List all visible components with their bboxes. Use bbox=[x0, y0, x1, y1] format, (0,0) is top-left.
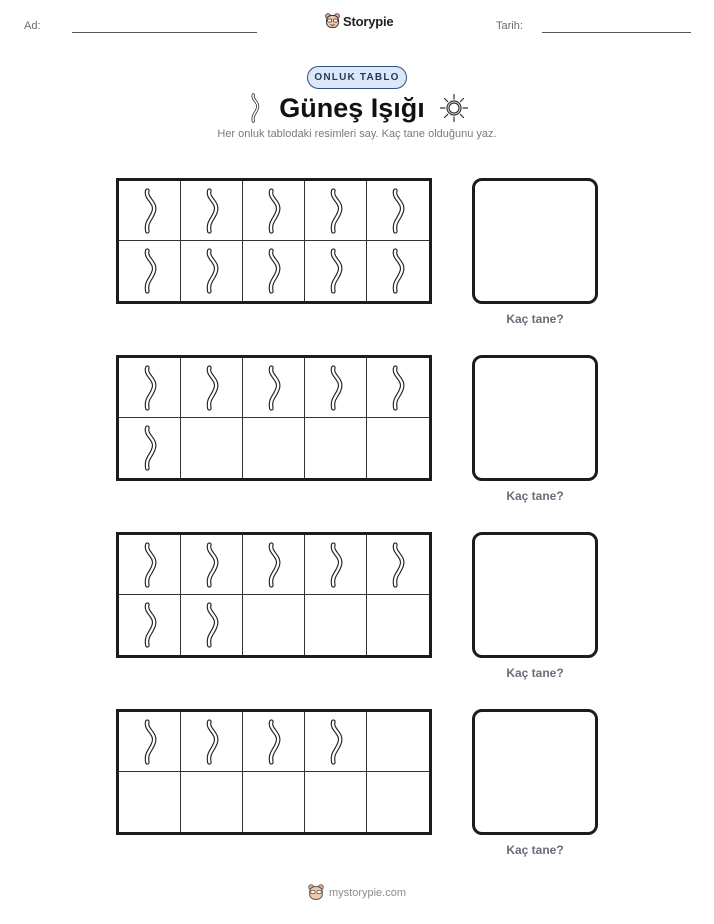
ten-frame-cell bbox=[119, 418, 181, 478]
sunray-icon bbox=[139, 542, 161, 588]
ten-frame-cell bbox=[181, 535, 243, 595]
ten-frame-cell bbox=[119, 772, 181, 832]
date-line[interactable] bbox=[542, 32, 691, 33]
ten-frame-cell bbox=[119, 595, 181, 655]
sunray-icon bbox=[139, 188, 161, 234]
ten-frame-cell bbox=[367, 241, 429, 301]
answer-box[interactable] bbox=[472, 709, 598, 835]
sunray-icon bbox=[201, 248, 223, 294]
storypie-mascot-icon bbox=[325, 13, 340, 30]
answer-box[interactable] bbox=[472, 355, 598, 481]
sunray-icon bbox=[387, 248, 409, 294]
ten-frame bbox=[116, 178, 432, 304]
title-row bbox=[0, 90, 714, 126]
answer-label: Kaç tane? bbox=[506, 843, 564, 857]
ten-frame-cell bbox=[181, 241, 243, 301]
sunray-icon bbox=[263, 542, 285, 588]
sunray-icon bbox=[201, 188, 223, 234]
ten-frame-cell bbox=[119, 535, 181, 595]
footer-url: mystorypie.com bbox=[328, 887, 407, 899]
date-label: Tarih: bbox=[496, 20, 523, 32]
sunray-icon bbox=[325, 542, 347, 588]
sunray-icon bbox=[263, 719, 285, 765]
ten-frame-cell bbox=[181, 772, 243, 832]
answer-box[interactable] bbox=[472, 178, 598, 304]
ten-frame-cell bbox=[119, 358, 181, 418]
answer-box[interactable] bbox=[472, 532, 598, 658]
ten-frame-cell bbox=[181, 712, 243, 772]
footer bbox=[0, 884, 714, 902]
sunray-icon bbox=[201, 542, 223, 588]
sunray-icon bbox=[245, 93, 265, 123]
sunray-icon bbox=[201, 602, 223, 648]
sunray-icon bbox=[387, 188, 409, 234]
ten-frame-cell bbox=[305, 712, 367, 772]
ten-frame-cell bbox=[367, 418, 429, 478]
storypie-mascot-icon bbox=[308, 884, 324, 902]
ten-frame-cell bbox=[243, 358, 305, 418]
ten-frame-cell bbox=[243, 772, 305, 832]
sunray-icon bbox=[139, 248, 161, 294]
ten-frame-cell bbox=[305, 241, 367, 301]
ten-frame-cell bbox=[181, 358, 243, 418]
answer-label: Kaç tane? bbox=[506, 666, 564, 680]
sunray-icon bbox=[263, 188, 285, 234]
brand-logo bbox=[325, 13, 393, 30]
name-label: Ad: bbox=[24, 20, 41, 32]
ten-frame-cell bbox=[181, 418, 243, 478]
ten-frame-cell bbox=[243, 241, 305, 301]
ten-frame-cell bbox=[305, 772, 367, 832]
answer-label: Kaç tane? bbox=[506, 489, 564, 503]
sunray-icon bbox=[263, 365, 285, 411]
sunray-icon bbox=[325, 188, 347, 234]
ten-frame bbox=[116, 355, 432, 481]
ten-frame-cell bbox=[243, 418, 305, 478]
sunray-icon bbox=[139, 602, 161, 648]
ten-frame-cell bbox=[181, 181, 243, 241]
ten-frame-cell bbox=[119, 241, 181, 301]
sunray-icon bbox=[201, 719, 223, 765]
ten-frame-cell bbox=[243, 595, 305, 655]
ten-frame-cell bbox=[119, 712, 181, 772]
ten-frame-cell bbox=[367, 181, 429, 241]
sunray-icon bbox=[325, 365, 347, 411]
answer-label: Kaç tane? bbox=[506, 312, 564, 326]
ten-frame-cell bbox=[243, 181, 305, 241]
ten-frame-cell bbox=[367, 595, 429, 655]
ten-frame-cell bbox=[305, 181, 367, 241]
ten-frame-cell bbox=[367, 772, 429, 832]
ten-frame-cell bbox=[367, 535, 429, 595]
ten-frame-cell bbox=[305, 535, 367, 595]
ten-frame-cell bbox=[367, 712, 429, 772]
sunray-icon bbox=[263, 248, 285, 294]
brand-name: Storypie bbox=[343, 14, 394, 29]
sunray-icon bbox=[325, 248, 347, 294]
sun-icon bbox=[439, 93, 469, 123]
ten-frame-cell bbox=[181, 595, 243, 655]
instructions: Her onluk tablodaki resimleri say. Kaç tane olduğunu yaz. bbox=[217, 128, 497, 140]
ten-frame-cell bbox=[367, 358, 429, 418]
ten-frame-cell bbox=[305, 595, 367, 655]
ten-frame-cell bbox=[243, 712, 305, 772]
ten-frame-cell bbox=[243, 535, 305, 595]
sunray-icon bbox=[325, 719, 347, 765]
name-line[interactable] bbox=[72, 32, 257, 33]
sunray-icon bbox=[139, 365, 161, 411]
worksheet-badge: ONLUK TABLO bbox=[307, 66, 407, 89]
sunray-icon bbox=[139, 719, 161, 765]
sunray-icon bbox=[201, 365, 223, 411]
sunray-icon bbox=[387, 365, 409, 411]
ten-frame bbox=[116, 532, 432, 658]
ten-frame-cell bbox=[119, 181, 181, 241]
sunray-icon bbox=[387, 542, 409, 588]
ten-frame bbox=[116, 709, 432, 835]
sunray-icon bbox=[139, 425, 161, 471]
ten-frame-cell bbox=[305, 418, 367, 478]
ten-frame-cell bbox=[305, 358, 367, 418]
page-title: Güneş Işığı bbox=[279, 92, 425, 123]
